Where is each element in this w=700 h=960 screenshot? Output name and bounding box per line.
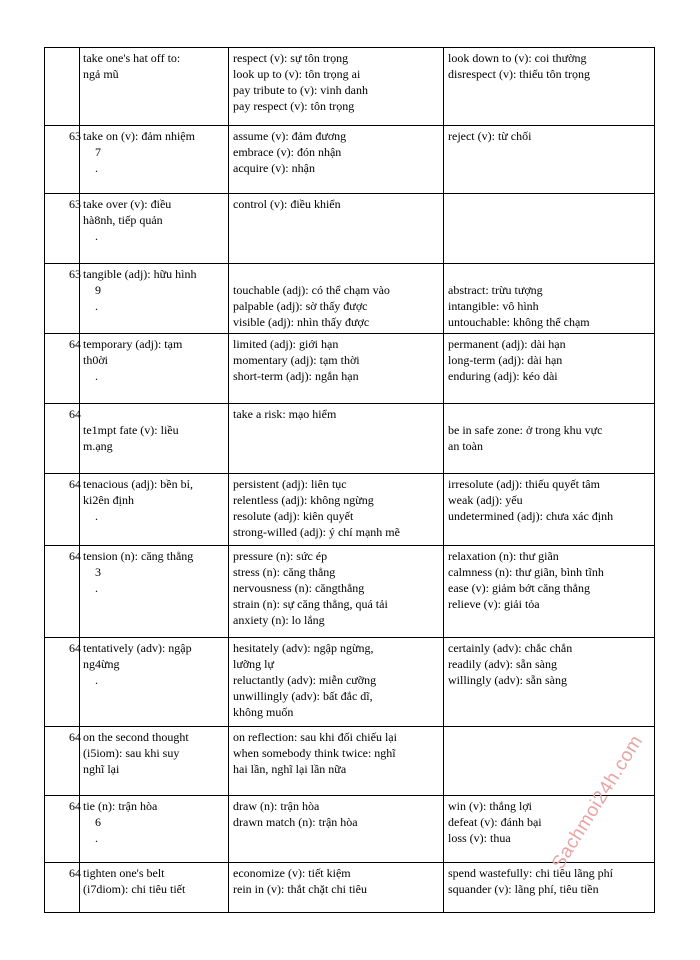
antonym-line: enduring (adj): kéo dài [448, 369, 558, 383]
entry-number-cell [45, 194, 80, 264]
entry-number-cell [45, 48, 80, 126]
headword-line: te1mpt fate (v): liều [83, 423, 179, 437]
headword-line: tie (n): trận hòa [83, 799, 158, 813]
word-cell [80, 404, 229, 474]
entry-number-suffix: . [95, 581, 98, 595]
synonym-line: hesitately (adv): ngập ngừng, [233, 641, 374, 655]
synonym-line: nervousness (n): căngthẳng [233, 581, 365, 595]
word-cell [80, 474, 229, 546]
antonym-line: long-term (adj): dài hạn [448, 353, 563, 367]
entry-number-cell [45, 546, 80, 638]
entry-number-cell [45, 264, 80, 334]
synonym-line: không muốn [233, 705, 294, 719]
synonyms-cell [229, 474, 444, 546]
entry-number: 63 [69, 267, 81, 281]
synonyms-cell [229, 727, 444, 796]
entry-number-suffix: 6 [95, 815, 101, 829]
synonym-line: resolute (adj): kiên quyết [233, 509, 354, 523]
headword-line: m.ạng [83, 439, 113, 453]
antonym-line: loss (v): thua [448, 831, 511, 845]
table-row [45, 194, 655, 264]
antonym-line: disrespect (v): thiếu tôn trọng [448, 67, 590, 81]
synonym-line: limited (adj): giới hạn [233, 337, 339, 351]
headword-line: (i5iom): sau khi suy [83, 746, 180, 760]
table-row [45, 264, 655, 334]
antonym-line: an toàn [448, 439, 483, 453]
synonyms-cell [229, 48, 444, 126]
antonym-line: calmness (n): thư giãn, bình tĩnh [448, 565, 604, 579]
antonym-line [448, 406, 650, 422]
synonym-line: control (v): điều khiển [233, 197, 341, 211]
antonyms-cell [444, 474, 655, 546]
synonym-line: pressure (n): sức ép [233, 549, 328, 563]
table-row [45, 126, 655, 194]
headword-line: take over (v): điều [83, 197, 172, 211]
entry-number-cell [45, 474, 80, 546]
headword-line: take one's hat off to: [83, 51, 181, 65]
entry-number-suffix: . [95, 369, 98, 383]
synonyms-cell [229, 863, 444, 913]
synonym-line: stress (n): căng thẳng [233, 565, 336, 579]
headword-line: tighten one's belt [83, 866, 165, 880]
antonym-line: spend wastefully: chi tiêu lãng phí [448, 866, 613, 880]
synonym-line: touchable (adj): có thể chạm vào [233, 283, 390, 297]
entry-number: 63 [69, 197, 81, 211]
antonym-line [448, 266, 650, 282]
antonym-line: be in safe zone: ở trong khu vực [448, 423, 603, 437]
antonyms-cell [444, 334, 655, 404]
table-row [45, 638, 655, 727]
synonym-line: persistent (adj): liên tục [233, 477, 347, 491]
headword-line: nghĩ lại [83, 762, 120, 776]
synonym-line: assume (v): đảm đương [233, 129, 347, 143]
word-cell [80, 48, 229, 126]
table-row [45, 727, 655, 796]
antonym-line: ease (v): giảm bớt căng thẳng [448, 581, 590, 595]
synonym-line: on reflection: sau khi đối chiếu lại [233, 730, 397, 744]
antonym-line: relaxation (n): thư giãn [448, 549, 559, 563]
table-row [45, 546, 655, 638]
synonym-line: rein in (v): thắt chặt chi tiêu [233, 882, 367, 896]
entry-number [45, 48, 81, 50]
headword-line: ng4ừng [83, 657, 120, 671]
word-cell [80, 264, 229, 334]
synonyms-cell [229, 796, 444, 863]
antonym-line: readily (adv): sẵn sàng [448, 657, 557, 671]
entry-number-cell [45, 796, 80, 863]
antonym-line: relieve (v): giải tỏa [448, 597, 540, 611]
synonyms-cell [229, 404, 444, 474]
synonym-line: reluctantly (adv): miễn cưỡng [233, 673, 377, 687]
word-cell [80, 863, 229, 913]
table-row [45, 404, 655, 474]
synonym-line: hai lần, nghĩ lại lần nữa [233, 762, 347, 776]
entry-number-cell [45, 638, 80, 727]
antonym-line: reject (v): từ chối [448, 129, 532, 143]
entry-number: 64 [69, 866, 81, 880]
headword-line: th0ời [83, 353, 109, 367]
synonym-line: anxiety (n): lo lắng [233, 613, 325, 627]
entry-number-suffix: 3 [95, 565, 101, 579]
entry-number: 64 [69, 641, 81, 655]
antonym-line: win (v): thắng lợi [448, 799, 532, 813]
entry-number-suffix: . [95, 831, 98, 845]
table-row [45, 48, 655, 126]
headword-line: (i7diom): chi tiêu tiết [83, 882, 186, 896]
synonym-line: unwillingly (adv): bất đắc dĩ, [233, 689, 373, 703]
antonym-line: certainly (adv): chắc chắn [448, 641, 573, 655]
entry-number-suffix: . [95, 299, 98, 313]
antonym-line: untouchable: không thể chạm [448, 315, 590, 329]
headword-line: tension (n): căng thẳng [83, 549, 194, 563]
vocabulary-table [44, 47, 655, 913]
antonyms-cell [444, 546, 655, 638]
antonyms-cell [444, 404, 655, 474]
synonyms-cell [229, 334, 444, 404]
synonym-line: economize (v): tiết kiệm [233, 866, 351, 880]
entry-number: 64 [69, 477, 81, 491]
entry-number: 64 [69, 799, 81, 813]
entry-number-suffix: 9 [95, 283, 101, 297]
entry-number-cell [45, 334, 80, 404]
synonym-line: acquire (v): nhận [233, 161, 315, 175]
headword-line [83, 406, 224, 422]
synonym-line: strain (n): sự căng thẳng, quá tải [233, 597, 388, 611]
antonym-line: intangible: vô hình [448, 299, 539, 313]
antonym-line: willingly (adv): sẵn sàng [448, 673, 567, 687]
antonyms-cell [444, 796, 655, 863]
antonym-line: irresolute (adj): thiếu quyết tâm [448, 477, 600, 491]
entry-number: 64 [69, 730, 81, 744]
headword-line: ngả mũ [83, 67, 119, 81]
headword-line: tenacious (adj): bền bỉ, [83, 477, 193, 491]
synonyms-cell [229, 638, 444, 727]
entry-number-cell [45, 404, 80, 474]
entry-number: 64 [69, 407, 81, 421]
synonym-line: short-term (adj): ngắn hạn [233, 369, 359, 383]
antonyms-cell [444, 48, 655, 126]
word-cell [80, 796, 229, 863]
synonym-line: momentary (adj): tạm thời [233, 353, 360, 367]
antonyms-cell [444, 126, 655, 194]
synonym-line: when somebody think twice: nghĩ [233, 746, 396, 760]
antonym-line: abstract: trừu tượng [448, 283, 543, 297]
synonyms-cell [229, 264, 444, 334]
synonym-line: look up to (v): tôn trọng ai [233, 67, 361, 81]
entry-number-cell [45, 863, 80, 913]
antonym-line: look down to (v): coi thường [448, 51, 587, 65]
word-cell [80, 546, 229, 638]
word-cell [80, 727, 229, 796]
antonyms-cell [444, 638, 655, 727]
antonyms-cell [444, 863, 655, 913]
synonym-line: embrace (v): đón nhận [233, 145, 342, 159]
word-cell [80, 638, 229, 727]
synonym-line: pay tribute to (v): vinh danh [233, 83, 368, 97]
antonyms-cell [444, 194, 655, 264]
synonyms-cell [229, 194, 444, 264]
synonym-line: palpable (adj): sờ thấy được [233, 299, 368, 313]
antonym-line: weak (adj): yếu [448, 493, 523, 507]
watermark: Sachmoi24h.com [548, 731, 648, 874]
antonym-line: defeat (v): đánh bại [448, 815, 542, 829]
antonym-line: undetermined (adj): chưa xác định [448, 509, 614, 523]
synonyms-cell [229, 546, 444, 638]
synonym-line: strong-willed (adj): ý chí mạnh mẽ [233, 525, 400, 539]
entry-number-cell [45, 126, 80, 194]
headword-line: hà8nh, tiếp quản [83, 213, 163, 227]
word-cell [80, 126, 229, 194]
synonym-line: draw (n): trận hòa [233, 799, 320, 813]
entry-number-cell [45, 727, 80, 796]
synonym-line: lưỡng lự [233, 657, 275, 671]
entry-number-suffix: . [95, 673, 98, 687]
headword-line: on the second thought [83, 730, 189, 744]
entry-number: 63 [69, 129, 81, 143]
entry-number-suffix: . [95, 509, 98, 523]
table-row [45, 474, 655, 546]
table-row [45, 334, 655, 404]
synonym-line: relentless (adj): không ngừng [233, 493, 374, 507]
vocabulary-table-body [45, 48, 655, 913]
antonym-line: permanent (adj): dài hạn [448, 337, 566, 351]
synonym-line [233, 266, 439, 282]
synonym-line: visible (adj): nhìn thấy được [233, 315, 370, 329]
headword-line: temporary (adj): tạm [83, 337, 183, 351]
entry-number: 64 [69, 337, 81, 351]
entry-number-suffix: 7 [95, 145, 101, 159]
synonyms-cell [229, 126, 444, 194]
word-cell [80, 334, 229, 404]
word-cell [80, 194, 229, 264]
entry-number-suffix: . [95, 229, 98, 243]
synonym-line: take a risk: mạo hiểm [233, 407, 337, 421]
headword-line: take on (v): đảm nhiệm [83, 129, 195, 143]
synonym-line: pay respect (v): tôn trọng [233, 99, 355, 113]
synonym-line: respect (v): sự tôn trọng [233, 51, 349, 65]
entry-number-suffix: . [95, 161, 98, 175]
synonym-line: drawn match (n): trận hòa [233, 815, 358, 829]
headword-line: tentatively (adv): ngập [83, 641, 192, 655]
antonym-line: squander (v): lãng phí, tiêu tiền [448, 882, 599, 896]
antonyms-cell [444, 264, 655, 334]
headword-line: ki2ên định [83, 493, 134, 507]
headword-line: tangible (adj): hữu hình [83, 267, 197, 281]
entry-number: 64 [69, 549, 81, 563]
